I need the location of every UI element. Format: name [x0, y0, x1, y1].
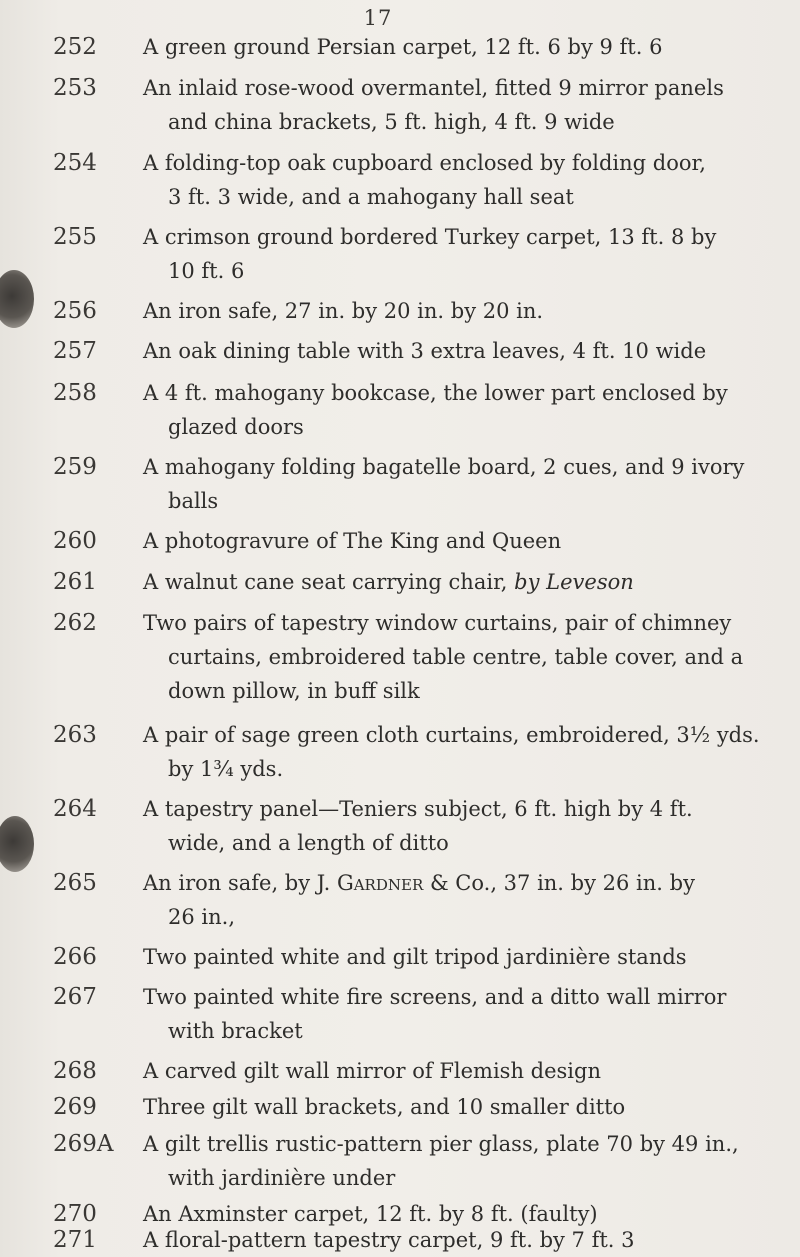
description-line: A 4 ft. mahogany bookcase, the lower part enclosed by	[143, 381, 728, 405]
lot-description	[143, 146, 763, 214]
lot-number: 253	[53, 75, 97, 101]
description-line: 3 ft. 3 wide, and a mahogany hall seat	[168, 185, 574, 209]
description-line: curtains, embroidered table centre, table cover, and a	[168, 645, 744, 669]
page-number: 17	[363, 6, 393, 30]
description-line: with bracket	[168, 1019, 303, 1043]
lot-number: 269	[53, 1094, 97, 1120]
lot-description	[143, 866, 763, 934]
description-line: A carved gilt wall mirror of Flemish design	[143, 1059, 601, 1083]
description-text: A walnut cane seat carrying chair,	[143, 570, 508, 594]
description-line: 10 ft. 6	[168, 259, 245, 283]
lot-description	[143, 606, 763, 708]
lot-number: 256	[53, 298, 97, 324]
lot-description	[143, 1223, 763, 1257]
description-line: wide, and a length of ditto	[168, 831, 449, 855]
lot-description	[143, 1054, 763, 1088]
lot-number: 262	[53, 610, 97, 636]
lot-number: 268	[53, 1058, 97, 1084]
lot-description	[143, 565, 763, 599]
description-line: down pillow, in buff silk	[168, 679, 420, 703]
description-line: Two painted white fire screens, and a ditto wall mirror	[143, 985, 727, 1009]
binding-hole-bottom	[0, 816, 34, 872]
description-line: A gilt trellis rustic-pattern pier glass, plate 70 by 49 in.,	[143, 1132, 739, 1156]
lot-description	[143, 718, 763, 786]
description-line: A pair of sage green cloth curtains, embroidered, 3½ yds.	[143, 723, 760, 747]
lot-description	[143, 220, 763, 288]
lot-description	[143, 792, 763, 860]
lot-description	[143, 940, 763, 974]
lot-number: 270	[53, 1201, 97, 1227]
description-line: Two pairs of tapestry window curtains, pair of chimney	[143, 611, 732, 635]
lot-number: 269A	[53, 1131, 114, 1157]
maker-name: by Leveson	[514, 570, 634, 594]
lot-description	[143, 980, 763, 1048]
description-line: A green ground Persian carpet, 12 ft. 6 by 9 ft. 6	[143, 35, 663, 59]
lot-number: 261	[53, 569, 97, 595]
lot-number: 260	[53, 528, 97, 554]
description-line: Three gilt wall brackets, and 10 smaller ditto	[143, 1095, 626, 1119]
description-line: An inlaid rose-wood overmantel, fitted 9 mirror panels	[143, 76, 724, 100]
lot-number: 255	[53, 224, 97, 250]
lot-number: 271	[53, 1227, 97, 1253]
description-line: by 1¾ yds.	[168, 757, 284, 781]
description-line: Two painted white and gilt tripod jardinière stands	[143, 945, 687, 969]
lot-description	[143, 1090, 763, 1124]
binding-hole-top	[0, 270, 34, 328]
lot-description	[143, 450, 763, 518]
lot-number: 265	[53, 870, 97, 896]
description-text: & Co., 37 in. by 26 in. by	[429, 871, 695, 895]
lot-number: 267	[53, 984, 97, 1010]
description-line: A mahogany folding bagatelle board, 2 cues, and 9 ivory	[143, 455, 745, 479]
description-line	[143, 866, 763, 900]
description-text: An iron safe, by J.	[143, 871, 331, 895]
lot-number: 259	[53, 454, 97, 480]
lot-number: 252	[53, 34, 97, 60]
description-line: An iron safe, 27 in. by 20 in. by 20 in.	[143, 299, 544, 323]
lot-description	[143, 376, 763, 444]
description-line: An Axminster carpet, 12 ft. by 8 ft. (faulty)	[143, 1202, 598, 1226]
description-line: with jardinière under	[168, 1166, 396, 1190]
lot-number: 266	[53, 944, 97, 970]
description-line	[143, 565, 763, 599]
lot-number: 264	[53, 796, 97, 822]
maker-name: Gardner	[336, 871, 424, 895]
description-line: and china brackets, 5 ft. high, 4 ft. 9 wide	[168, 110, 615, 134]
lot-description	[143, 334, 763, 368]
description-line: A tapestry panel—Teniers subject, 6 ft. high by 4 ft.	[143, 797, 693, 821]
description-line: balls	[168, 489, 219, 513]
lot-description	[143, 30, 763, 64]
lot-description	[143, 1127, 763, 1195]
lot-number: 257	[53, 338, 97, 364]
lot-number: 254	[53, 150, 97, 176]
lot-description	[143, 71, 763, 139]
description-line: A crimson ground bordered Turkey carpet, 13 ft. 8 by	[143, 225, 717, 249]
description-line: An oak dining table with 3 extra leaves, 4 ft. 10 wide	[143, 339, 707, 363]
description-line: A photogravure of The King and Queen	[143, 529, 562, 553]
lot-number: 258	[53, 380, 97, 406]
description-line: 26 in.,	[168, 905, 235, 929]
description-line: A folding-top oak cupboard enclosed by folding door,	[143, 151, 706, 175]
lot-description	[143, 294, 763, 328]
description-line: glazed doors	[168, 415, 304, 439]
lot-description	[143, 524, 763, 558]
lot-number: 263	[53, 722, 97, 748]
description-line: A floral-pattern tapestry carpet, 9 ft. by 7 ft. 3	[143, 1228, 635, 1252]
